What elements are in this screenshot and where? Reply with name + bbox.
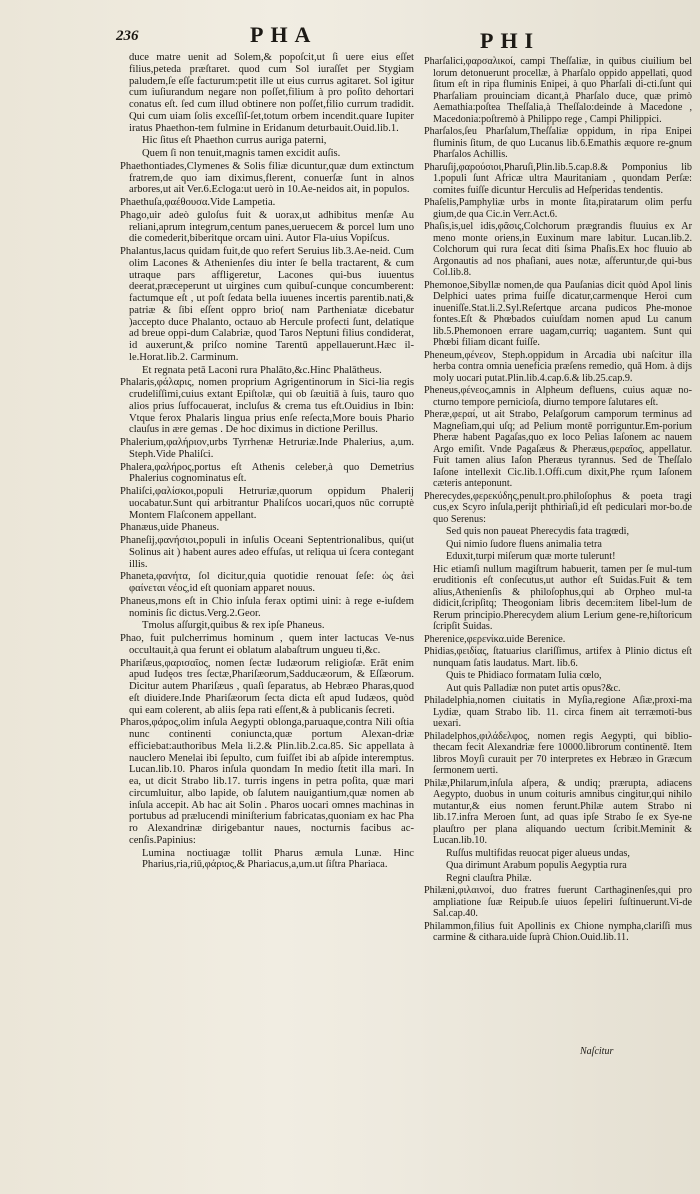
dictionary-entry: Phalerium,φαλήριον,urbs Tyrrhenæ Hetruriæ.Inde Phalerius, a,um. Steph.Vide Phaliſci.	[120, 437, 414, 460]
dictionary-entry: Phalera,φαλήρος,portus eſt Athenis celeber,à quo Demetrius Phalerius cognominatus eſt.	[120, 461, 414, 485]
dictionary-entry: Phalaris,φάλαρις, nomen proprium Agrigentinorum in Sici-lia regis crudeliſſimi,cuius extant Epiſtolæ, qui ob ſæuitiā à ſuis, tauro quo alios prius ſuffocauerat, incluſus & crema tus eſt.Ouidius in Ibin: Vtque ferox Phalaris lingua prius enſe reſecta,More bouis Phario clauſus in ære gemas . De hoc diximus in dictione Perillus.	[120, 377, 414, 436]
dictionary-entry: Phaethontiades,Clymenes & Solis filiæ dicuntur,quæ dum extinctum fratrem,de quo iam diximus,flerent, conuerſæ ſunt in alnos arbores,ut ait Ver.6.Ecloga:ut uerò in 10.Ae-neidos ait, in populos.	[120, 160, 414, 196]
dictionary-entry: Phaneſij,φανήσιοι,populi in inſulis Oceani Septentrionalibus, qui(ut Solinus ait ) habent aures adeo effuſas, ut reliqua ui ſcera contegant illis.	[120, 535, 414, 570]
dictionary-entry: Phao, fuit pulcherrimus hominum , quem inter lactucas Ve-nus occultauit,à qua ferunt ei oblatum alabaſtrum ungueu ti,&c.	[120, 633, 414, 656]
dictionary-entry: Phalantus,lacus quidam fuit,de quo refert Seruius lib.3.Ae-neid. Cum olim Lacones & Athenienſes diu inter ſe bella tractarent, & cum utraque pars affligeretur, Lacones qui-bus iuuentus deerat,præceperunt ut uirgines cum quibuſ-cunque concumberent: factumque eſt , ut poſt ſedata bella iuuenes incertis parentib.nati,& patriæ & ſibi eſſent oppro brio( nam Partheniatæ dicebatur )accepto duce Phalanto, octauo ab Hercule profecti ſunt, delatique ad breue oppi-dum Calabriæ, quod Taros Neptuni filius condiderat, id auxerunt,& priſco nomine Tarentū appellauerunt.Hæc il-le.Horat.lib.2. Carminum.	[120, 246, 414, 363]
dictionary-entry: Pherenice,φερενίκα.uide Berenice.	[424, 633, 566, 645]
verse-quotation: Et regnata petā Laconi rura Phalāto,&c.Hinc Phalātheus.	[142, 364, 382, 376]
dictionary-entry: Pheræ,φεραί, ut ait Strabo, Pelaſgorum camporum terminus ad Magneſiam,qui uſq; ad Pelium montē porriguntur.Em-porium Pheræ habent Pagaſas,quo ex loco Pelias Iaſonem ac nauem Argo emiſit. Vnde Pagaſæus & Pheræus,φεραῖος, appellatur. Fuit tamen alius Iaſon Pheræus tyrannus. Sed de Theſſalo Iaſone intellexit Cic.lib.1.Offi.cum dixit,Phe rçum Iaſonem cæteris anteponunt.	[424, 409, 692, 489]
dictionary-entry: Phaliſci,φαλίσκοι,populi Hetruriæ,quorum oppidum Phalerij uocabatur.Sunt qui arbitrantur Phaliſcos uocari,quos nūc corruptè Montem Flaſconem appellant.	[120, 486, 414, 521]
dictionary-entry: Pheneus,φένεος,amnis in Alpheum defluens, cuius aquæ no-cturno tempore pernicioſa, diurno tempore ſalutares eſt.	[424, 385, 692, 408]
dictionary-entry: Pharſalos,ſeu Pharſalum,Theſſaliæ oppidum, in ripa Enipei fluminis ſitum, de quo Lucanus lib.6.Emathis æquore re-gnum Pharſalos Achillis.	[424, 126, 692, 160]
dictionary-entry: Phaneta,φανήτα, ſol dicitur,quia quotidie renouat ſeſe: ὡς ἀεὶ φαίνεται νέος,id eſt quoniam apparet nouus.	[120, 571, 414, 594]
dictionary-entry: Phidias,φειδίας, ſtatuarius clariſſimus, artifex à Plinio dictus eſt nunquam ſatis laudatus. Mart. lib.6.	[424, 646, 692, 669]
verse-quotation: Hic ſitus eſt Phaethon currus auriga paterni,	[142, 135, 327, 147]
dictionary-entry: Philadelphia,nomen ciuitatis in Myſia,regione Aſiæ,proxi-ma Lydiæ, quam Strabo lib. 11. circa finem ait terræmoti-bus uexari.	[424, 695, 692, 729]
dictionary-entry: Phaſis,is,uel idis,φᾶσις,Colchorum prægrandis fluuius ex Ar meno monte oriens,in Euxinum mare labitur. Lucan.lib.2. Colchorum qui rura ſecat diti ſsima Phaſis.Ex hoc fluuio ab Argonautis ad nos phaſiani, aues notæ, aſferuntur,de qui-bus Col.lib.8.	[424, 221, 692, 278]
verse-quotation: Quem ſi non tenuit,magnis tamen excidit auſis.	[142, 148, 341, 159]
verse-quotation: Quis te Phidiaco formatam Iulia cœlo,	[446, 670, 602, 681]
dictionary-entry: Pherecydes,φερεκύδης,penult.pro.philoſophus & poeta tragi cus,ex Scyro inſula,perijt phthiriaſi,id eſt pediculari mor-bo.de quo Serenus:	[424, 490, 692, 525]
catchword: Naſcitur	[580, 1046, 614, 1057]
running-head-right: PHI	[480, 28, 541, 53]
dictionary-entry: Phanæus,uide Phaneus.	[120, 522, 220, 534]
page-header	[0, 20, 700, 53]
dictionary-entry: Phaſelis,Pamphyliæ urbs in monte ſita,piratarum olim perfu gium,de qua Cic.in Verr.Act.6.	[424, 197, 692, 220]
dictionary-entry: Pharos,φάρος,olim inſula Aegypti oblonga,paruaque,contra Nili oſtia nunc continenti coniuncta,quæ portum Alexan-driæ efficiebat:authoribus Mela li.2.& Plin.lib.2.ca.85. Sic appellata à nauclero Menelai ibi ſepulto, cum fuiſſet ibi ab aſpide interemptus. Lucan.lib.10. Pharos inſula quondam In medio ſtetit illa mari. In ea, ut dicit Strabo lib.17. turris ingens in petra poſita, quæ mari circumluitur, albo lapide, ob ſalutem nauigantium,quæ nomen ab inſula accepit. Ab hac ait Solin . Pharos uocari omnes machinas in portubus ad prælucendi miniſterium fabricatas,quoniam ex hac Pha ro Alexandrinæ dirigebantur naues, nocturnis facibus ac-cenſis.Papinius:	[120, 717, 414, 846]
dictionary-entry: Hic etiamſi nullum magiſtrum habuerit, tamen per ſe mul-tum eruditionis eſt conſecutus,ut author eſt Suidas.Fuit & tem alius,Athenienſis & philoſophus,qui ab Orpheo mul-ta didicit,ſcripſitq; Theogoniam libris decem:item libel-lum de Rerum principio.Pherecydem alium Lerium gene-re,hiſtoricum ſcripſit Suidas.	[433, 563, 692, 632]
verse-quotation: Qua dirimunt Arabum populis Aegyptia rura	[446, 860, 627, 871]
right-column	[424, 56, 692, 945]
dictionary-entry: Philammon,filius fuit Apollinis ex Chione nympha,clariſſi mus carmine & cithara.uide ſuprà Chion.Ouid.lib.11.	[424, 920, 692, 943]
verse-quotation: Ruſſus multifidas reuocat piger alueus undas,	[446, 847, 630, 859]
dictionary-entry: Phago,uir adeò guloſus fuit & uorax,ut adhibitus menſæ Au reliani,aprum integrum,centum panes,ueruecem & porcel lum uno die comederit,biberitque orcam uini. Autor Fla-uius Vopiſcus.	[120, 209, 414, 245]
page-number: 236	[116, 28, 139, 44]
running-head-left: PHA	[250, 22, 318, 47]
dictionary-entry: Philadelphos,φιλάδελφος, nomen regis Aegypti, qui biblio-thecam fecit Alexandriæ fere 10000.librorum continentē. Item libros Moyſi curauit per 70 interpretes ex Hebræo in Græcum ſermonem uerti.	[424, 730, 692, 776]
verse-quotation: Lumina noctiuagæ tollit Pharus æmula Lunæ. Hinc Pharius,ria,riū,φάριος,& Phariacus,a,um.ut ſiſtra Phariaca.	[142, 847, 414, 871]
left-column	[120, 52, 414, 872]
dictionary-entry: Phariſæus,φαρισαῖος, nomen ſectæ Iudæorum religioſæ. Erāt enim apud Iudęos tres ſectæ,Phariſæorum,Sadducæorum, & Eſſæorum. Dicitur autem Phariſæus , quaſi ſeparatus, ab Hebræo Pharas,quod eſt diuidere.Inde Phariſæorum ſecta dicta eſt apud Iudæos, quòd qui eam colerent, ab aliis ſepa rati eſſent,& à publicanis ſecreti.	[120, 657, 414, 716]
dictionary-entry: Philæni,φιλαινοί, duo fratres fuerunt Carthaginenſes,qui pro ampliatione ſuæ Reipub.ſe uiuos ſepeliri ſuſtinuerunt.Vi-de Sal.cap.40.	[424, 885, 692, 919]
dictionary-entry: duce matre uenit ad Solem,& popoſcit,ut ſi uere eius eſſet filius,peteda præſtaret. quod cum Sol iuraſſet per Stygiam paludem,ſe eſſe facturum:petit ille ut eius currus agitaret. Sol igitur cum iuſiurandum negare non poſſet,filium à pro poſito dehortari conatus eſt. ſed cum illud obtinere non poſſet,filio currum tradidit. Qui cum uiam ſolis exceſſiſ-ſet,totum orbem incendit.quare Iupiter iratus Phaethon-tem fulmine in Eridanum deturbauit.Ouid.lib.1.	[129, 52, 414, 134]
verse-quotation: Aut quis Palladiæ non putet artis opus?&c.	[446, 682, 621, 694]
verse-quotation: Tmolus aſſurgit,quibus & rex ipſe Phaneus.	[142, 620, 325, 632]
dictionary-entry: Pharſalici,φαρσαλικοί, campi Theſſaliæ, in quibus ciuilium bel lorum detonuerunt procellæ, à Pharſalo oppido appellati, quod ſitum eſt in ripa fluminis Enipei, à quo Pharſali di-cti.ſunt qui Pharſaliam prouinciam dicant,à Pharſalo duce, quæ primò Aemathia:poſtea Theſſalia,à Theſſalo:deinde à Macedone , Macedonia:poſtremò à Philippo rege , Campi Philippici.	[424, 56, 692, 125]
verse-quotation: Qui nimio ſudore fluens animalia tetra	[446, 538, 602, 550]
dictionary-entry: Phaethuſa,φαέθουσα.Vide Lampetia.	[120, 197, 276, 208]
dictionary-entry: Phemonoe,Sibyllæ nomen,de qua Pauſanias dicit quòd Apol linis Delphici uates prima fuiſſe dicatur,carmenque Heroi cum inueniſſe.Stat.li.2.Syl.Reſertque arcana pudicos Phe-monoe fontes.Eſt & Phœbados cuiuſdam nomen apud Lu canum lib.5.Phemonoen errare uagam,curriq; uagantem. Sunt qui Phœbi filiam dicant fuiſſe.	[424, 279, 692, 348]
dictionary-entry: Pheneum,φένεον, Steph.oppidum in Arcadia ubi naſcitur illa herba contra omnia ueneficia præſens remedio, quā Hom. à dijs moly uocari putat.Plin.lib.4.cap.6.& lib.25.cap.9.	[424, 349, 692, 384]
dictionary-entry: Phaneus,mons eſt in Chio inſula ferax optimi uini: à rege e-iuſdem nominis ſic dictus.Verg.2.Geor.	[120, 595, 414, 619]
dictionary-entry: Pharuſij,φαρούσιοι,Pharuſi,Plin.lib.5.cap.8.& Pomponius lib 1.populi ſunt Africæ ultra Mauritaniam , quondam Perſæ: comites fuiſſe dicuntur Herculis ad Heſperidas tendentis.	[424, 161, 692, 196]
dictionary-entry: Philæ,Philarum,inſula aſpera, & undiq; prærupta, adiacens Aegypto, duobus in unum coituris amnibus cingitur,qui nihilo mutantur,& eius nomen ferunt.Philæ autem Strabo ni lib.17.infra Meroen ſunt, ad quas ipſe Strabo ſe ex Sye-ne plauſtro per plana aliquando uectum ſcribit.Meminit & Lucan.lib.10.	[424, 777, 692, 846]
verse-quotation: Regni clauſtra Philæ.	[446, 872, 532, 884]
verse-quotation: Eduxit,turpi miſerum quæ morte tulerunt!	[446, 551, 616, 562]
verse-quotation: Sed quis non paueat Pherecydis fata tragœdi,	[446, 526, 630, 537]
